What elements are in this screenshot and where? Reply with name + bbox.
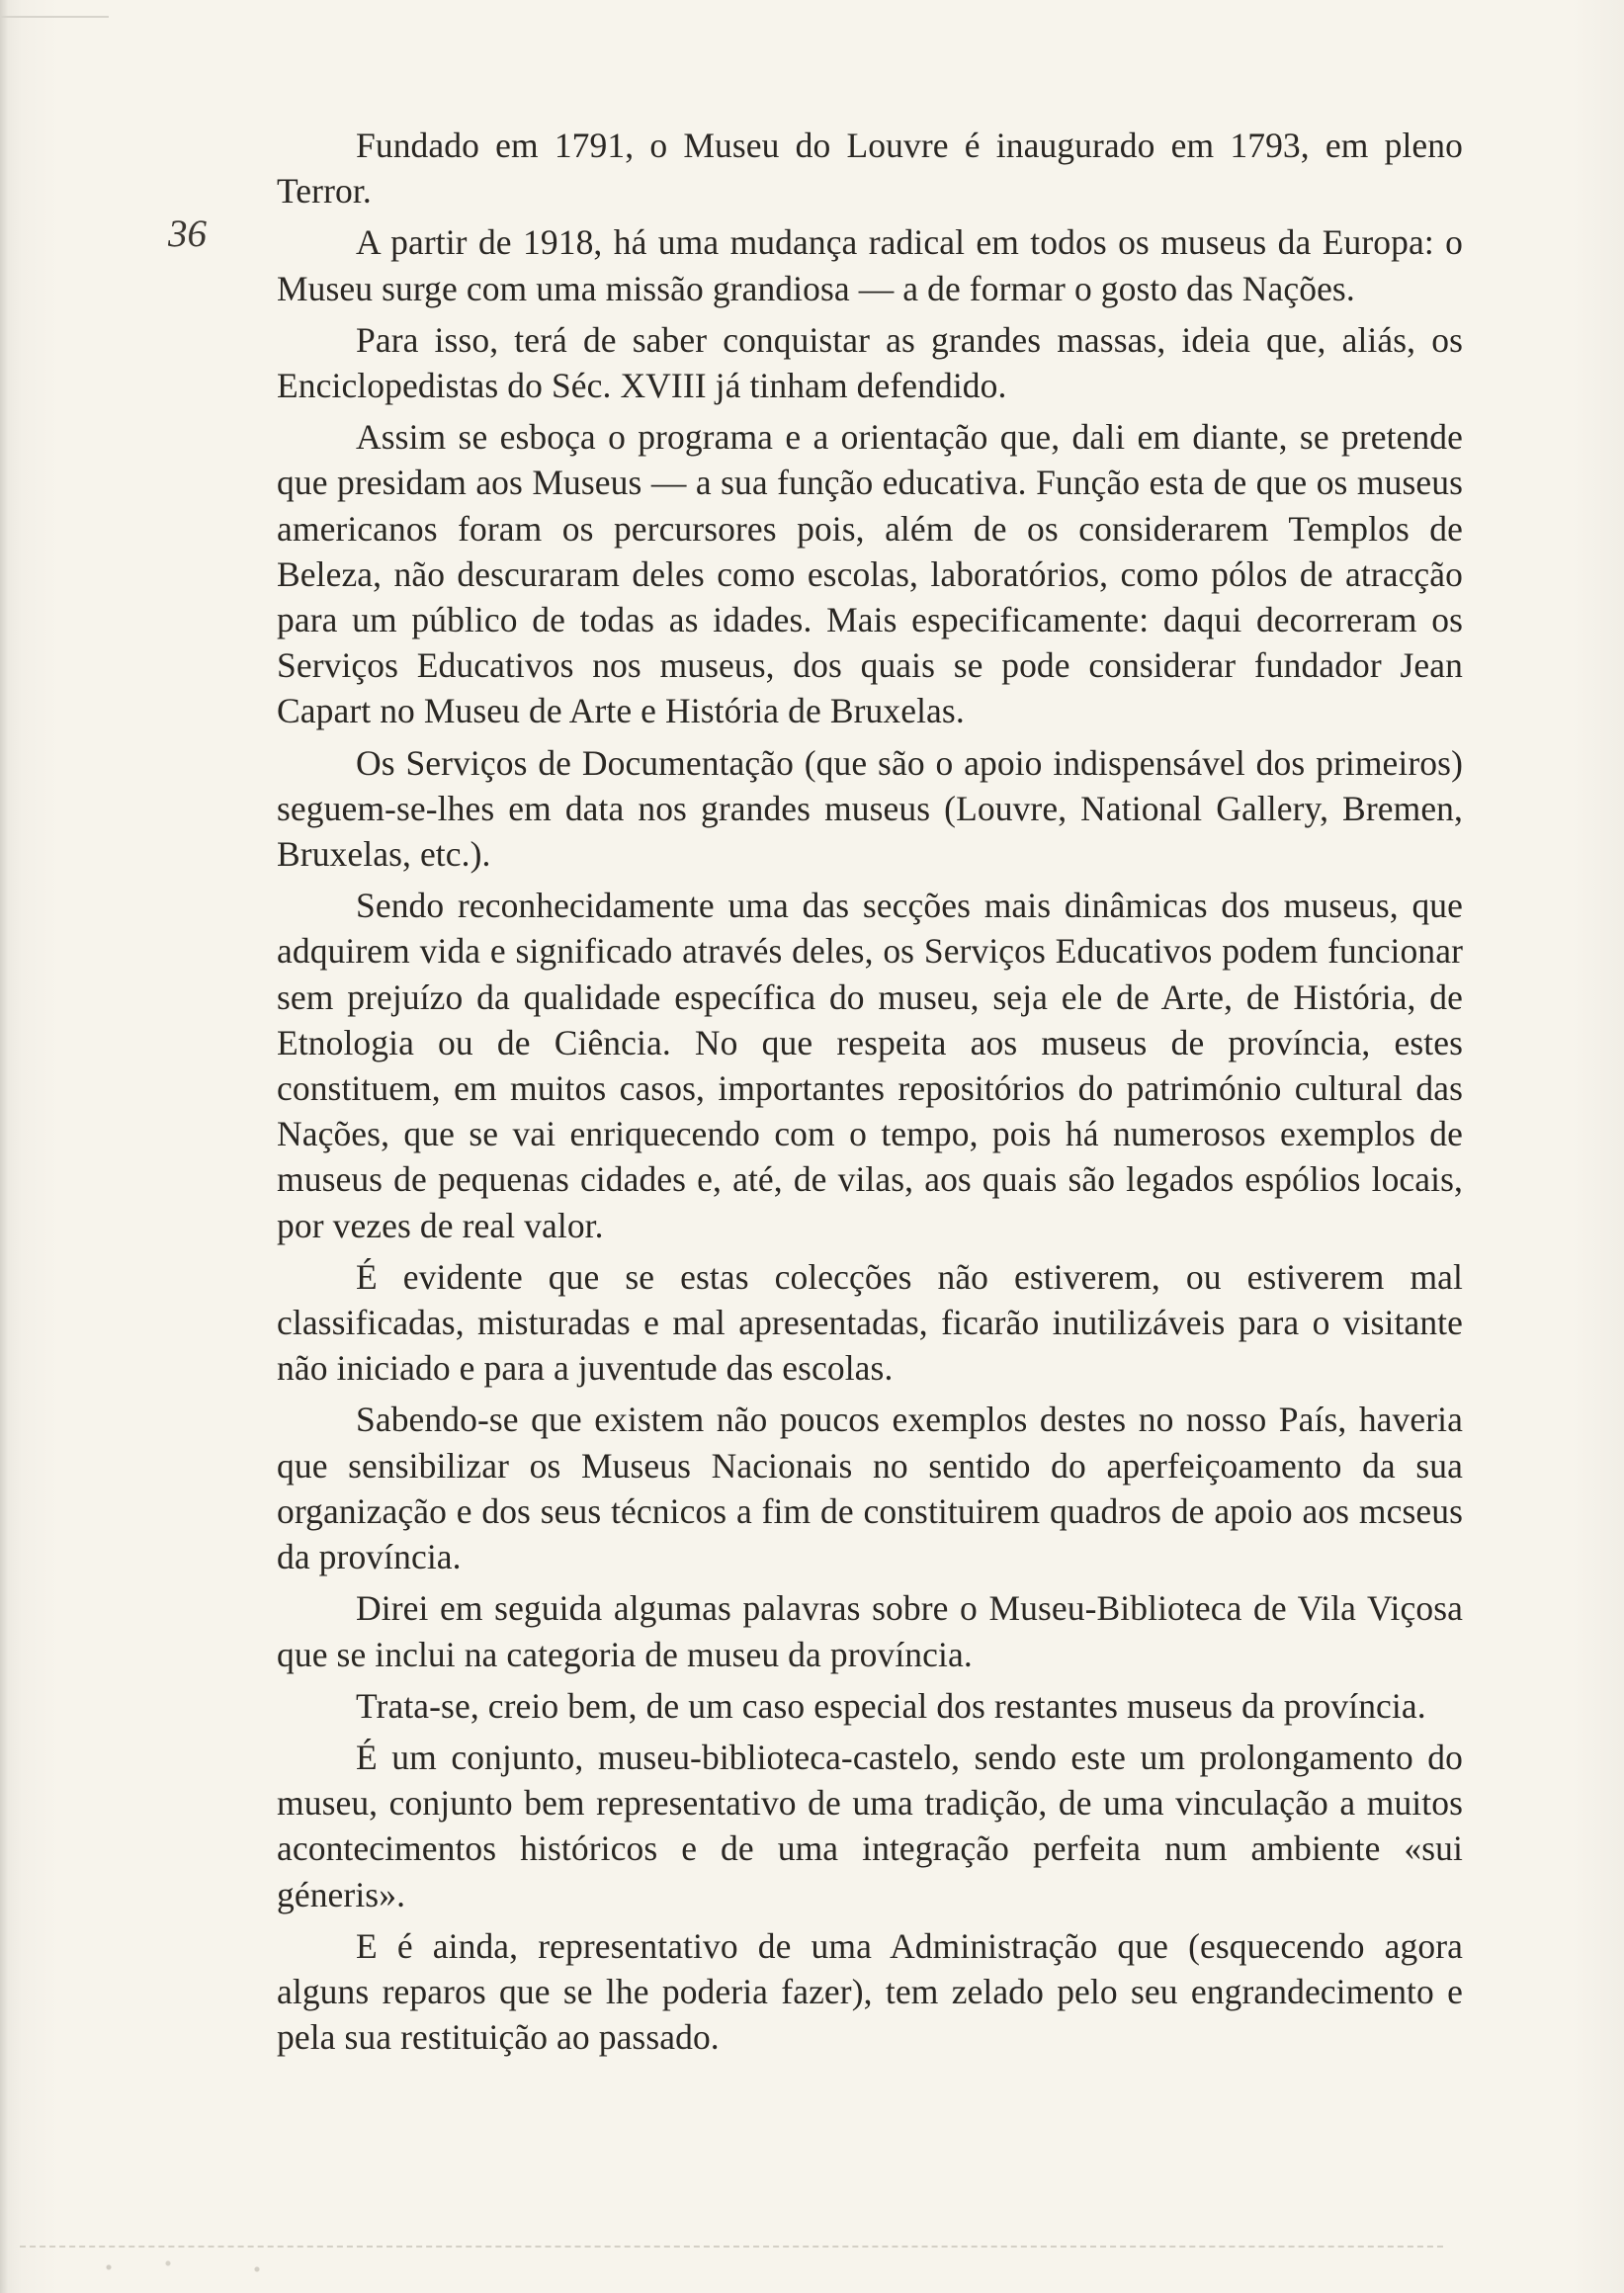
- paragraph-collections-classification: É evidente que se estas colecções não estiverem, ou estiverem mal classificadas, misturadas e mal apresentadas, ficarão inutilizáveis para o visitante não iniciado e para a juventude das escolas.: [277, 1256, 1463, 1389]
- page-left-edge: [0, 0, 8, 2293]
- paragraph-educational-services: Sendo reconhecidamente uma das secções mais dinâmicas dos museus, que adquirem vida e significado através deles, os Serviços Educativos podem funcionar sem prejuízo da qualidade específica do museu, seja ele de Arte, de História, de Etnologia ou de Ciência. No que respeita aos museus de província, estes constituem, em muitos casos, importantes repositórios do património cultural das Nações, que se vai enriquecendo com o tempo, pois há numerosos exemplos de museus de pequenas cidades e, até, de vilas, aos quais são legados espólios locais, por vezes de real valor.: [277, 886, 1463, 1245]
- paper-specks: [89, 2257, 306, 2277]
- paragraph-administration: E é ainda, representativo de uma Administração que (esquecendo agora alguns reparos que se lhe poderia fazer), tem zelado pelo seu engrandecimento e pela sua restituição ao passado.: [277, 1925, 1463, 2058]
- paragraph-museum-library-castle: É um conjunto, museu-biblioteca-castelo, sendo este um prolongamento do museu, conjunto bem representativo de uma tradição, de uma vinculação a muitos acontecimentos históricos e de uma integração perfeita num ambiente «sui géneris».: [277, 1737, 1463, 1914]
- margin-page-number: 36: [168, 212, 207, 255]
- paragraph-educational-function: Assim se esboça o programa e a orientação que, dali em diante, se pretende que presidam aos Museus — a sua função educativa. Função esta de que os museus americanos foram os percursores pois, além de os considerarem Templos de Beleza, não descuraram deles como escolas, laboratórios, como pólos de atracção para um público de todas as idades. Mais especificamente: daqui decorreram os Serviços Educativos nos museus, dos quais se pode considerar fundador Jean Capart no Museu de Arte e História de Bruxelas.: [277, 417, 1463, 731]
- paragraph-documentation-services: Os Serviços de Documentação (que são o apoio indispensável dos primeiros) seguem-se-lhes em data nos grandes museus (Louvre, National Gallery, Bremen, Bruxelas, etc.).: [277, 742, 1463, 875]
- paragraph-vila-vicosa-intro: Direi em seguida algumas palavras sobre o Museu-Biblioteca de Vila Viçosa que se inclui na categoria de museu da província.: [277, 1588, 1463, 1674]
- page-bottom-rule: [20, 2246, 1443, 2248]
- body-text: [277, 123, 1463, 2066]
- paragraph-conquer-masses: Para isso, terá de saber conquistar as grandes massas, ideia que, aliás, os Enciclopedistas do Séc. XVIII já tinham defendido.: [277, 319, 1463, 406]
- paragraph-1918-change: A partir de 1918, há uma mudança radical em todos os museus da Europa: o Museu surge com uma missão grandiosa — a de formar o gosto das Nações.: [277, 222, 1463, 308]
- paragraph-louvre-founding: Fundado em 1791, o Museu do Louvre é inaugurado em 1793, em pleno Terror.: [277, 126, 1463, 212]
- page-top-mark: [0, 0, 109, 18]
- paragraph-national-museums: Sabendo-se que existem não poucos exemplos destes no nosso País, haveria que sensibilizar os Museus Nacionais no sentido do aperfeiçoamento da sua organização e dos seus técnicos a fim de constituirem quadros de apoio aos mcseus da província.: [277, 1400, 1463, 1577]
- paragraph-special-case: Trata-se, creio bem, de um caso especial dos restantes museus da província.: [356, 1685, 1426, 1726]
